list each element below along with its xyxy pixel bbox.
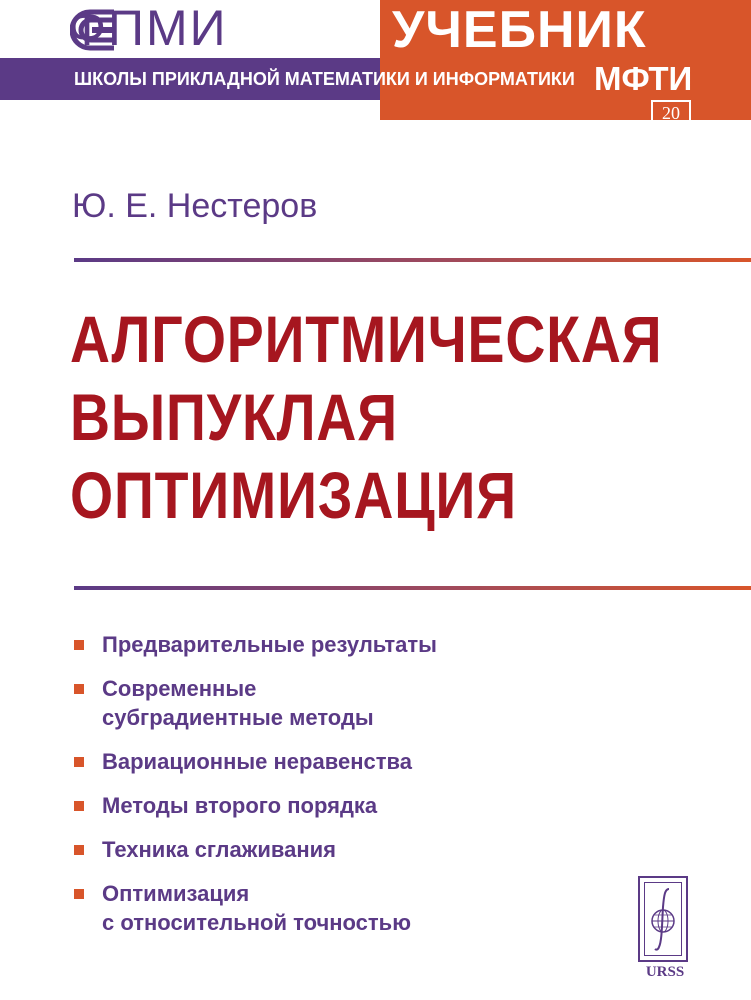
topic-item — [72, 791, 632, 820]
topic-text: Вариационные неравенства — [102, 749, 412, 774]
divider-bottom — [74, 586, 751, 590]
textbook-label: УЧЕБНИК — [392, 1, 647, 59]
square-bullet-icon — [74, 640, 84, 650]
topic-text: Оптимизация с относительной точностью — [102, 881, 411, 935]
series-name: ШКОЛЫ ПРИКЛАДНОЙ МАТЕМАТИКИ И ИНФОРМАТИКИ — [74, 69, 575, 89]
square-bullet-icon — [74, 684, 84, 694]
institute-name: МФТИ — [594, 60, 693, 97]
topic-item — [72, 835, 632, 864]
topic-item — [72, 879, 632, 937]
topic-text: Техника сглаживания — [102, 837, 336, 862]
square-bullet-icon — [74, 845, 84, 855]
emblem-inner-frame — [644, 882, 682, 956]
volume-number: 20 — [651, 100, 691, 126]
topic-item — [72, 674, 632, 732]
title-line: ОПТИМИЗАЦИЯ — [70, 458, 517, 532]
topic-text: Предварительные результаты — [102, 632, 437, 657]
square-bullet-icon — [74, 757, 84, 767]
emblem-frame — [638, 876, 688, 962]
topic-item — [72, 747, 632, 776]
book-title — [70, 300, 663, 534]
topic-text: Современные субградиентные методы — [102, 676, 374, 730]
book-author: Ю. Е. Нестеров — [72, 187, 318, 225]
square-bullet-icon — [74, 889, 84, 899]
topic-item — [72, 630, 632, 659]
divider-top — [74, 258, 751, 262]
publisher-emblem — [634, 876, 696, 986]
title-line: ВЫПУКЛАЯ — [70, 380, 398, 454]
topic-list — [72, 630, 632, 952]
globe-integral-icon — [645, 883, 681, 955]
topic-text: Методы второго порядка — [102, 793, 378, 818]
title-line: АЛГОРИТМИЧЕСКАЯ — [70, 302, 663, 376]
publisher-name: URSS — [645, 964, 685, 980]
square-bullet-icon — [74, 801, 84, 811]
logo-wordmark: ФПМИ — [68, 0, 228, 56]
